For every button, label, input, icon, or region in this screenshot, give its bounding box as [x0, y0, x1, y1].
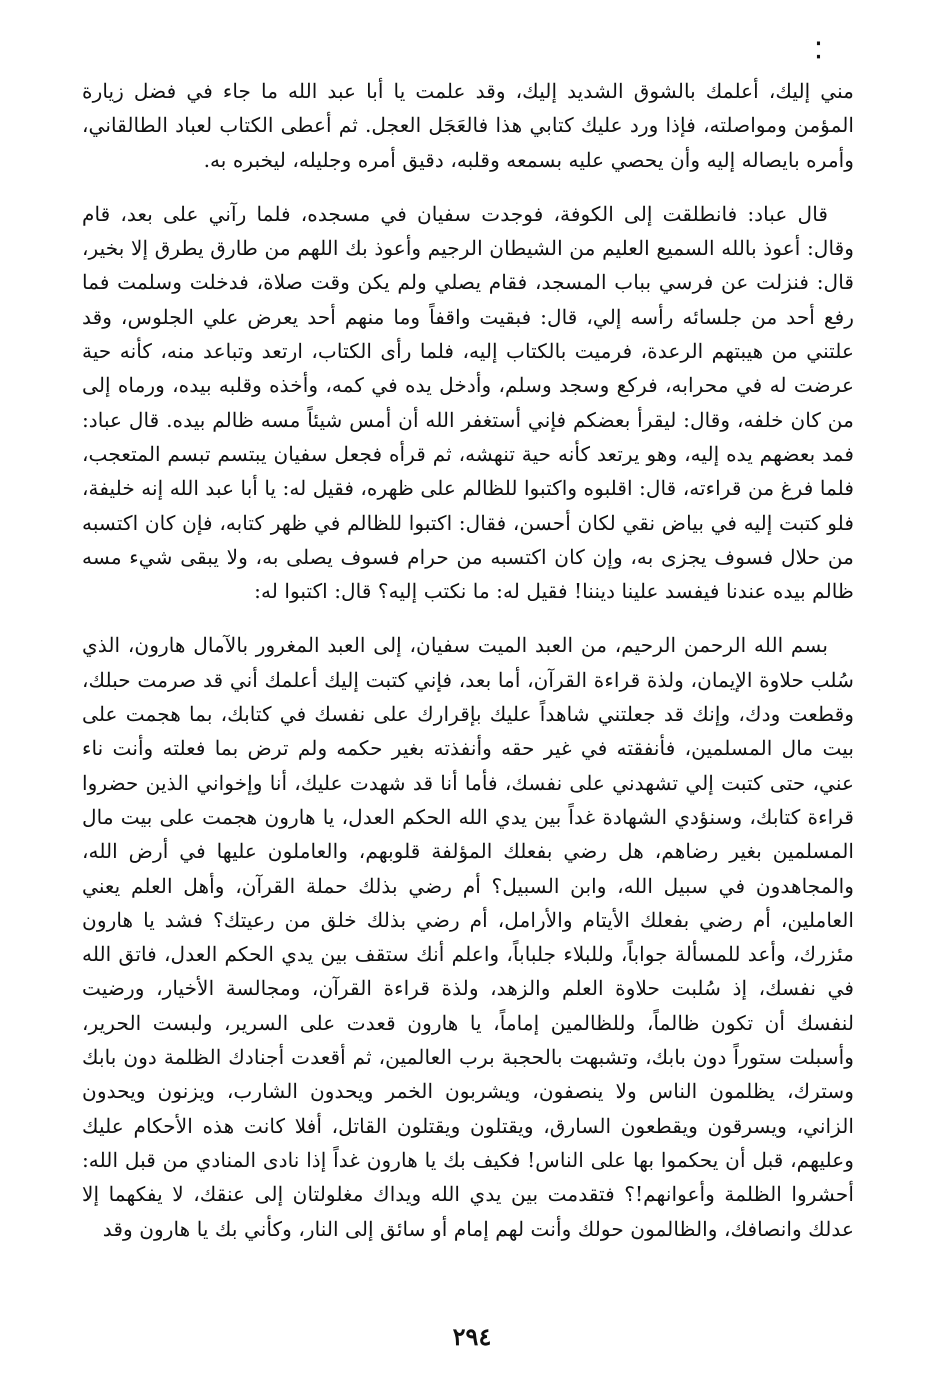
top-mark: ⁚: [815, 38, 822, 64]
page-number: ٢٩٤: [452, 1322, 492, 1351]
paragraph-1: مني إليك، أعلمك بالشوق الشديد إليك، وقد علمت يا أبا عبد الله ما جاء في فضل زيارة المؤمن ومواصلته، فإذا ورد عليك كتابي هذا فالعَجَل العجل. ثم أعطى الكتاب لعباد الطالقاني، وأمره بايصاله إليه وأن يحصي عليه بسمعه وقلبه، دقيق أمره وجليله، ليخبره به.: [82, 79, 854, 172]
paragraph-gap: [82, 177, 854, 197]
paragraph-2: قال عباد: فانطلقت إلى الكوفة، فوجدت سفيان في مسجده، فلما رآني على بعد، قام وقال: أعوذ بالله السميع العليم من الشيطان الرجيم وأعوذ بك اللهم من طارق يطرق إلا بخير، قال: فنزلت عن فرسي بباب المسجد، فقام يصلي ولم يكن وقت صلاة، فدخلت وسلمت فما رفع أحد من جلسائه رأسه إلي، قال: فبقيت واقفاً وما منهم أحد يعرض علي الجلوس، وقد علتني من هيبتهم الرعدة، فرميت بالكتاب إليه، فلما رأى الكتاب، ارتعد وتباعد منه، كأنه حية عرضت له في محرابه، فركع وسجد وسلم، وأدخل يده في كمه، وأخذه وقلبه بيده، ورماه إلى من كان خلفه، وقال: ليقرأ بعضكم فإني أستغفر الله أن أمس شيئاً مسه ظالم بيده. قال عباد: فمد بعضهم يده إليه، وهو يرتعد كأنه حية تنهشه، ثم قرأه فجعل سفيان يبتسم تبسم المتعجب، فلما فرغ من قراءته، قال: اقلبوه واكتبوا للظالم على ظهره، فقيل له: يا أبا عبد الله إنه خليفة، فلو كتبت إليه في بياض نقي لكان أحسن، فقال: اكتبوا للظالم في ظهر كتابه، فإن كان اكتسبه من حلال فسوف يجزى به، وإن كان اكتسبه من حرام فسوف يصلى به، ولا يبقى شيء مسه ظالم بيده عندنا فيفسد علينا ديننا! فقيل له: ما نكتب إليه؟ قال: اكتبوا له:: [82, 201, 854, 604]
body-text: [82, 74, 854, 1246]
paragraph-3: بسم الله الرحمن الرحيم، من العبد الميت سفيان، إلى العبد المغرور بالآمال هارون، الذي سُلب حلاوة الإيمان، ولذة قراءة القرآن، أما بعد، فإني كتبت إليك أعلمك أني قد صرمت حبلك، وقطعت ودك، وإنك قد جعلتني شاهداً عليك بإقرارك على نفسك في كتابك، بما هجمت على بيت مال المسلمين، فأنفقته في غير حقه وأنفذته بغير حكمه ولم ترض بما فعلته وأنت ناء عني، حتى كتبت إلي تشهدني على نفسك، فأما أنا قد شهدت عليك، أنا وإخواني الذين حضروا قراءة كتابك، وسنؤدي الشهادة غداً بين يدي الله الحكم العدل، يا هارون هجمت على بيت مال المسلمين بغير رضاهم، هل رضي بفعلك المؤلفة قلوبهم، والعاملون عليها في أرض الله، والمجاهدون في سبيل الله، وابن السبيل؟ أم رضي بذلك حملة القرآن، وأهل العلم يعني العاملين، أم رضي بفعلك الأيتام والأرامل، أم رضي بذلك خلق من رعيتك؟ فشد يا هارون مئزرك، وأعد للمسألة جواباً، وللبلاء جلباباً، واعلم أنك ستقف بين يدي الحكم العدل، فاتق الله في نفسك، إذ سُلبت حلاوة العلم والزهد، ولذة قراءة القرآن، ومجالسة الأخيار، ورضيت لنفسك أن تكون ظالماً، وللظالمين إماماً، يا هارون قعدت على السرير، ولبست الحرير، وأسبلت ستوراً دون بابك، وتشبهت بالحجبة برب العالمين، ثم أقعدت أجنادك الظلمة دون بابك وسترك، يظلمون الناس ولا ينصفون، ويشربون الخمر ويحدون الشارب، ويزنون ويحدون الزاني، ويسرقون ويقطعون السارق، ويقتلون ويقتلون القاتل، أفلا كانت هذه الأحكام عليك وعليهم، قبل أن يحكموا بها على الناس! فكيف بك يا هارون غداً إذا نادى المنادي من قبل الله: أحشروا الظلمة وأعوانهم!؟ فتقدمت بين يدي الله ويداك مغلولتان إلى عنقك، لا يفكهما إلا عدلك وانصافك، والظالمون حولك وأنت لهم إمام أو سائق إلى النار، وكأني بك يا هارون وقد: [82, 633, 854, 1241]
paragraph-gap: [82, 608, 854, 628]
